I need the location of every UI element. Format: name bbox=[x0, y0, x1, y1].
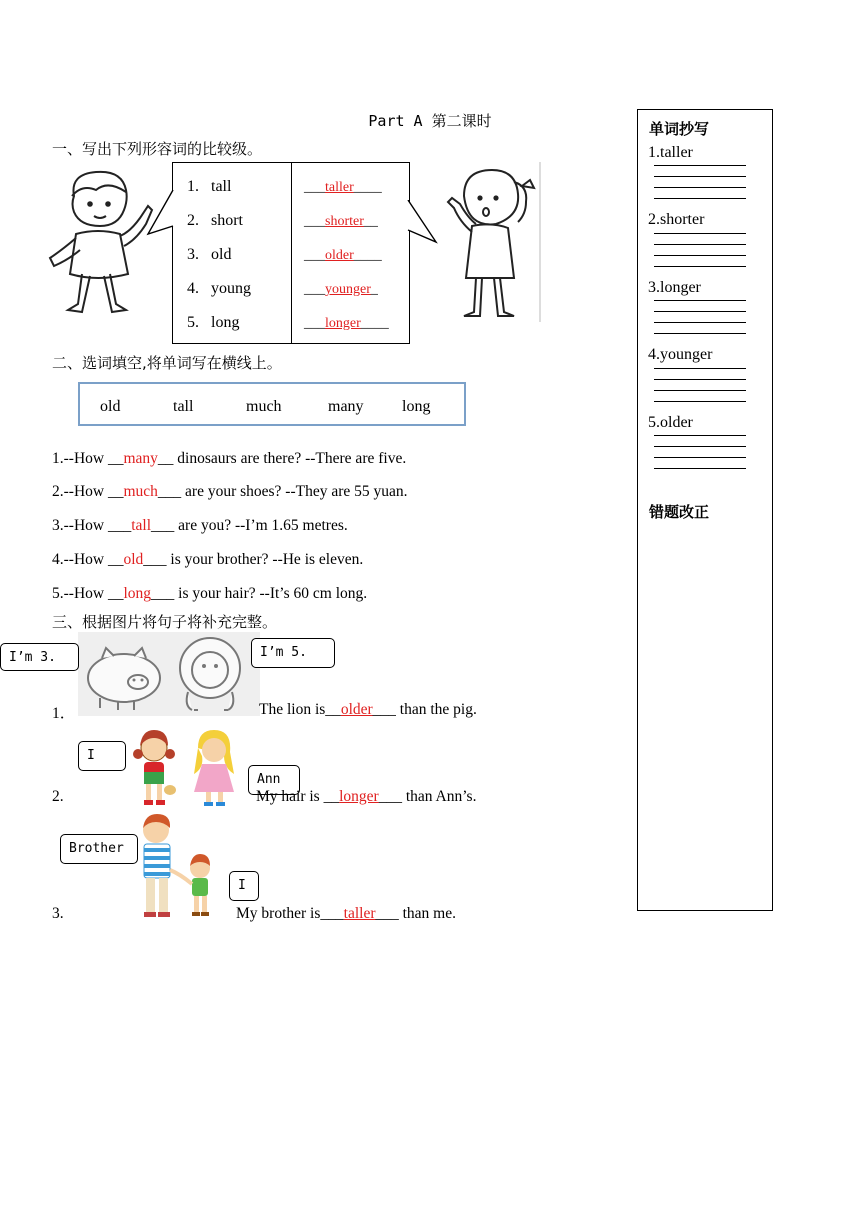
table-row: 4. young bbox=[187, 280, 251, 297]
word-bank-item: long bbox=[402, 398, 431, 415]
table-row: 3. old bbox=[187, 246, 232, 263]
speech-pointer-right bbox=[405, 200, 439, 250]
question-2: 2.--How __much___ are your shoes? --They are 55 yuan. bbox=[52, 483, 408, 500]
sidebar-word: 1.taller bbox=[648, 144, 693, 161]
word-bank-item: many bbox=[328, 398, 364, 415]
sidebar-word: 3.longer bbox=[648, 279, 701, 296]
sentence-1-number: 1． bbox=[52, 705, 76, 722]
answer-blank: ___taller____ bbox=[304, 180, 382, 195]
callout-ann: Ann bbox=[248, 765, 300, 795]
callout-pig: I’m 3. bbox=[0, 643, 79, 671]
question-1: 1.--How __many__ dinosaurs are there? --There are five. bbox=[52, 450, 407, 467]
correction-heading: 错题改正 bbox=[649, 503, 710, 521]
sidebar-word: 5.older bbox=[648, 414, 693, 431]
callout-girl-i: I bbox=[78, 741, 126, 771]
sidebar-heading: 单词抄写 bbox=[649, 120, 710, 138]
callout-lion: I’m 5. bbox=[251, 638, 335, 668]
question-4: 4.--How __old___ is your brother? --He is eleven. bbox=[52, 551, 364, 568]
answer-blank: ___older____ bbox=[304, 248, 382, 263]
word-bank-item: old bbox=[100, 398, 121, 415]
word-bank bbox=[78, 382, 466, 426]
sentence-3: My brother is___taller___ than me. bbox=[236, 905, 456, 922]
sentence-2-number: 2. bbox=[52, 788, 64, 805]
copy-words-sidebar bbox=[637, 109, 773, 911]
section2-heading: 二、选词填空,将单词写在横线上。 bbox=[52, 354, 282, 372]
answer-blank: ___shorter__ bbox=[304, 214, 378, 229]
callout-boy-i: I bbox=[229, 871, 259, 901]
section3-heading: 三、根据图片将句子将补充完整。 bbox=[52, 613, 278, 631]
callout-brother: Brother bbox=[60, 834, 138, 864]
girl-illustration bbox=[440, 162, 544, 322]
question-5: 5.--How __long___ is your hair? --It’s 60 cm long. bbox=[52, 585, 368, 602]
answer-blank: ___younger_ bbox=[304, 282, 378, 297]
section1-heading: 一、写出下列形容词的比较级。 bbox=[52, 140, 263, 158]
answer-blank: ___longer____ bbox=[304, 316, 389, 331]
sentence-2: My hair is __longer___ than Ann’s. bbox=[256, 788, 477, 805]
question-3: 3.--How ___tall___ are you? --I’m 1.65 metres. bbox=[52, 517, 348, 534]
girls-illustration bbox=[130, 728, 250, 808]
brothers-illustration bbox=[134, 814, 224, 922]
table-row: 2. short bbox=[187, 212, 243, 229]
word-bank-item: much bbox=[246, 398, 282, 415]
comparative-table bbox=[172, 162, 410, 344]
sidebar-word: 4.younger bbox=[648, 346, 713, 363]
word-bank-item: tall bbox=[173, 398, 194, 415]
table-row: 1. tall bbox=[187, 178, 232, 195]
sidebar-word: 2.shorter bbox=[648, 211, 705, 228]
pig-lion-illustration bbox=[78, 632, 260, 716]
sentence-3-number: 3. bbox=[52, 905, 64, 922]
table-row: 5. long bbox=[187, 314, 240, 331]
sentence-1: The lion is__older___ than the pig. bbox=[259, 701, 477, 718]
page-title: Part A 第二课时 bbox=[368, 112, 492, 130]
speech-pointer-left bbox=[146, 190, 176, 250]
